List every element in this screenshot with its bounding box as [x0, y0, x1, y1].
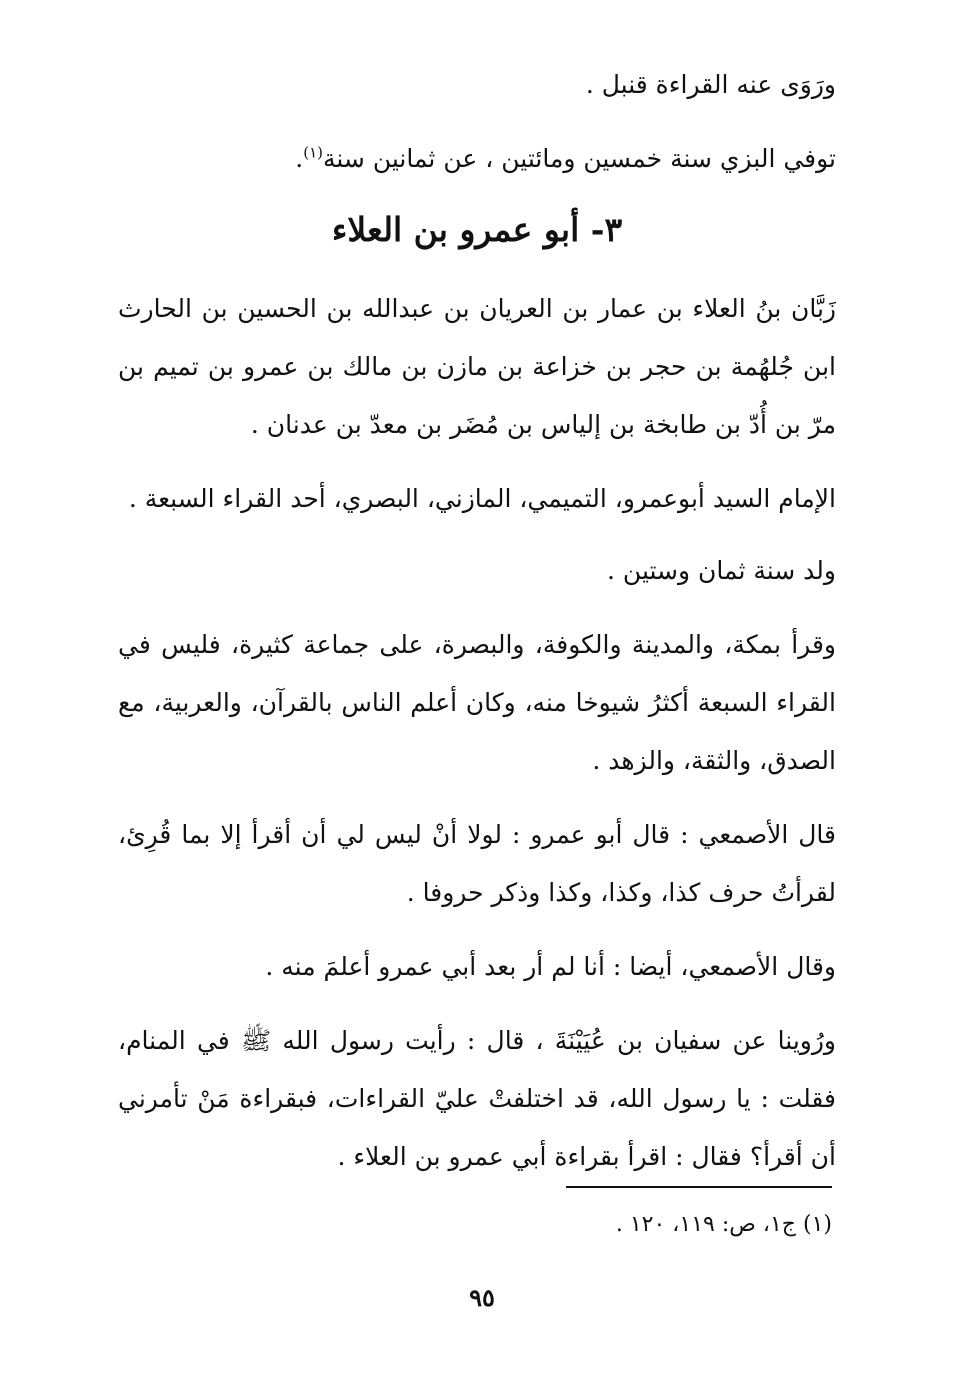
paragraph-title: الإمام السيد أبوعمرو، التميمي، المازني، البصري، أحد القراء السبعة . — [128, 484, 836, 513]
paragraph-asmai-praise: وقال الأصمعي، أيضا : أنا لم أر بعد أبي عمرو أعلمَ منه . — [265, 952, 836, 981]
paragraph-lineage: زَبَّان بنُ العلاء بن عمار بن العريان بن عبدالله بن الحسين بن الحارث ابن جُلهُمة بن حجر بن خزاعة بن مازن بن مالك بن عمرو بن تميم بن مرّ بن أُدّ بن طابخة بن إلياس بن مُضَر بن معدّ بن عدنان . — [118, 294, 836, 439]
body-text-block — [118, 280, 836, 1186]
page-number: ٩٥ — [469, 1283, 495, 1312]
death-line-text: توفي البزي سنة خمسين ومائتين ، عن ثمانين سنة — [322, 144, 836, 173]
footnote: (١) ج١، ص: ١١٩، ١٢٠ . — [615, 1212, 832, 1237]
section-heading: ٣- أبو عمرو بن العلاء — [331, 210, 623, 249]
death-line — [118, 130, 836, 188]
narration-line: ورَوَى عنه القراءة قنبل . — [585, 70, 836, 99]
paragraph-asmai-quote: قال الأصمعي : قال أبو عمرو : لولا أنْ ليس لي أن أقرأ إلا بما قُرِئ، لقرأتُ حرف كذا، وكذا، وكذا وذكر حروفا . — [118, 820, 836, 907]
paragraph-birth: ولد سنة ثمان وستين . — [607, 556, 836, 585]
footnote-marker[interactable]: (١) — [303, 143, 323, 162]
footnote-separator — [566, 1186, 832, 1188]
line-end-dot: . — [295, 144, 304, 173]
paragraph-studies: وقرأ بمكة، والمدينة والكوفة، والبصرة، على جماعة كثيرة، فليس في القراء السبعة أكثرُ شيوخا منه، وكان أعلم الناس بالقرآن، والعربية، مع الصدق، والثقة، والزهد . — [118, 630, 836, 775]
top-text-block — [118, 56, 836, 188]
paragraph-dream: ورُوينا عن سفيان بن عُيَيْنَةَ ، قال : رأيت رسول الله ﷺ في المنام، فقلت : يا رسول الله، قد اختلفتْ عليّ القراءات، فبقراءة مَنْ تأمرني أن أقرأ؟ فقال : اقرأ بقراءة أبي عمرو بن العلاء . — [118, 1026, 836, 1171]
